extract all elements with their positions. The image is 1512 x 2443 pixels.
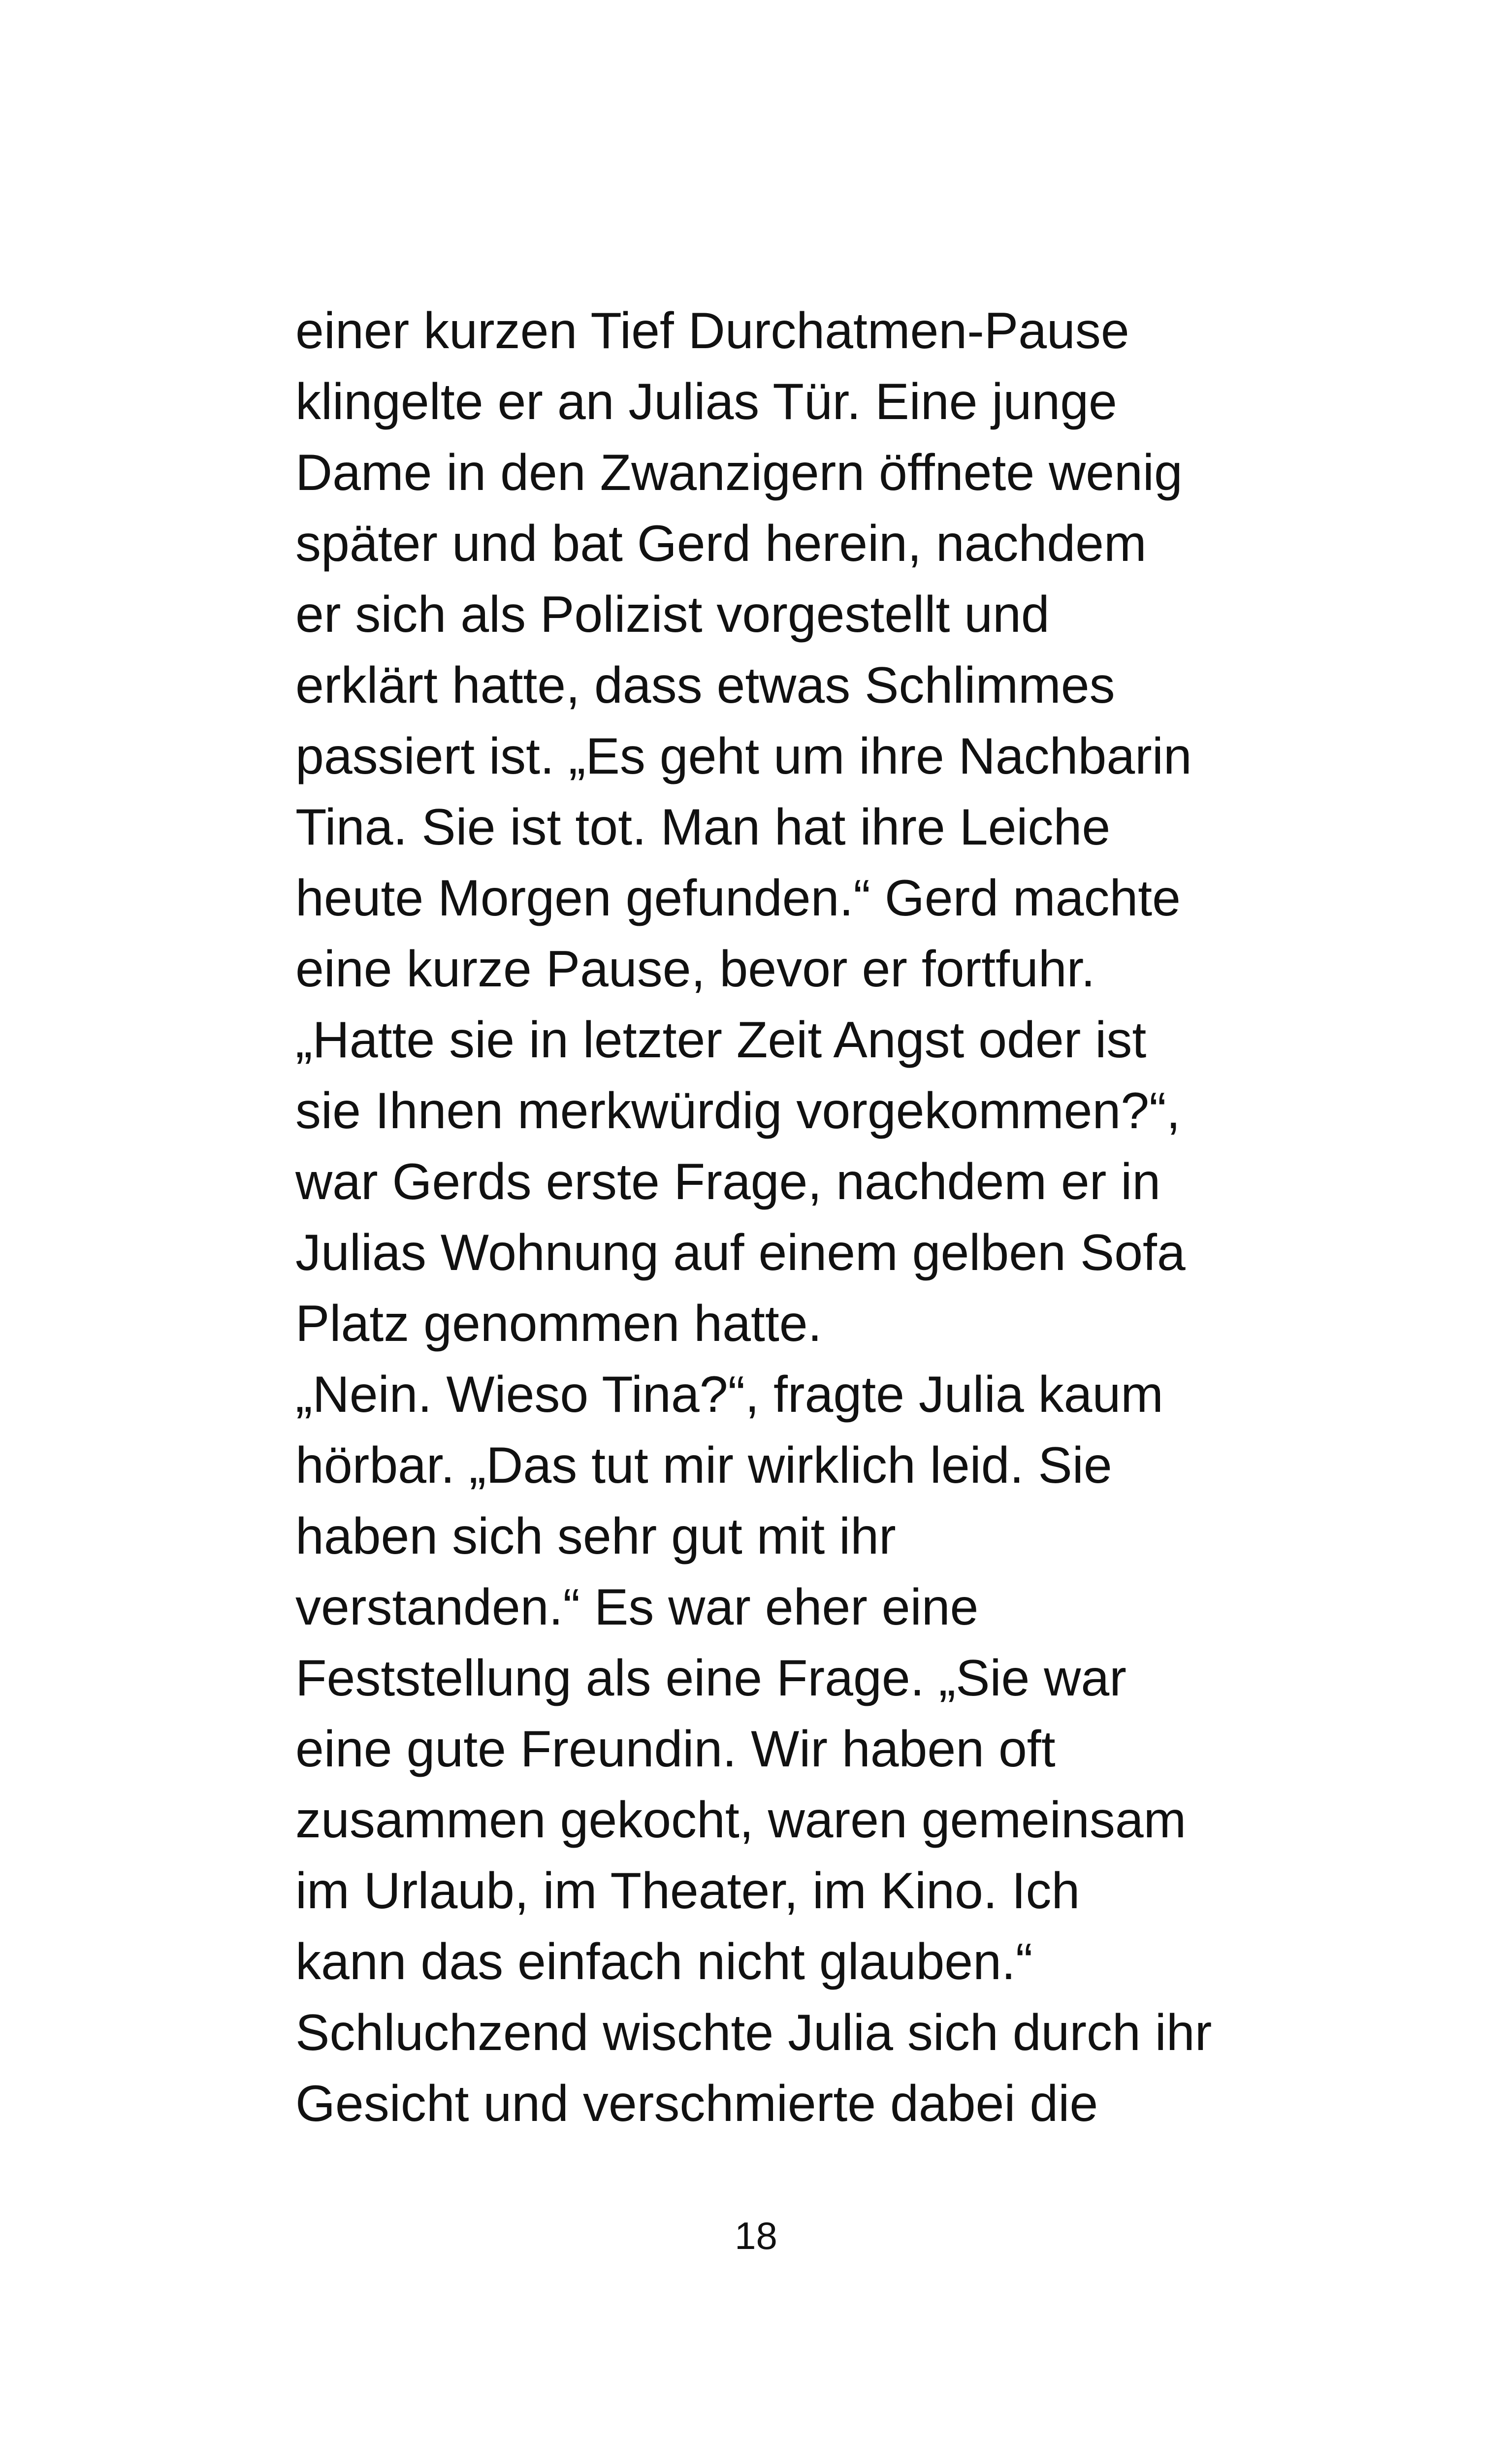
text-line: später und bat Gerd herein, nachdem [295, 515, 1147, 572]
text-line: heute Morgen gefunden.“ Gerd machte [295, 870, 1181, 927]
text-line: eine gute Freundin. Wir haben oft [295, 1721, 1056, 1778]
text-line: passiert ist. „Es geht um ihre Nachbarin [295, 728, 1192, 785]
text-line: Schluchzend wischte Julia sich durch ihr [295, 2004, 1212, 2061]
text-line: klingelte er an Julias Tür. Eine junge [295, 373, 1117, 430]
text-line: zusammen gekocht, waren gemeinsam [295, 1792, 1187, 1849]
text-line: „Nein. Wieso Tina?“, fragte Julia kaum [295, 1366, 1163, 1423]
text-line: verstanden.“ Es war eher eine [295, 1579, 979, 1636]
text-line: im Urlaub, im Theater, im Kino. Ich [295, 1862, 1080, 1920]
text-line: hörbar. „Das tut mir wirklich leid. Sie [295, 1437, 1112, 1494]
text-line: er sich als Polizist vorgestellt und [295, 586, 1050, 643]
text-line: Feststellung als eine Frage. „Sie war [295, 1650, 1126, 1707]
text-line: Platz genommen hatte. [295, 1295, 822, 1352]
page-number: 18 [735, 2214, 777, 2257]
text-line: „Hatte sie in letzter Zeit Angst oder ist [295, 1011, 1147, 1069]
text-line: einer kurzen Tief Durchatmen-Pause [295, 302, 1129, 359]
body-text [295, 295, 1280, 2139]
text-line: Julias Wohnung auf einem gelben Sofa [295, 1224, 1186, 1281]
text-line: Tina. Sie ist tot. Man hat ihre Leiche [295, 799, 1111, 856]
text-line: kann das einfach nicht glauben.“ [295, 1933, 1033, 1990]
text-line: haben sich sehr gut mit ihr [295, 1508, 896, 1565]
text-line: sie Ihnen merkwürdig vorgekommen?“, [295, 1082, 1181, 1140]
text-line: Dame in den Zwanzigern öffnete wenig [295, 444, 1183, 501]
text-line: Gesicht und verschmierte dabei die [295, 2075, 1098, 2132]
text-line: war Gerds erste Frage, nachdem er in [295, 1153, 1161, 1210]
text-line: eine kurze Pause, bevor er fortfuhr. [295, 941, 1095, 998]
text-line: erklärt hatte, dass etwas Schlimmes [295, 657, 1115, 714]
